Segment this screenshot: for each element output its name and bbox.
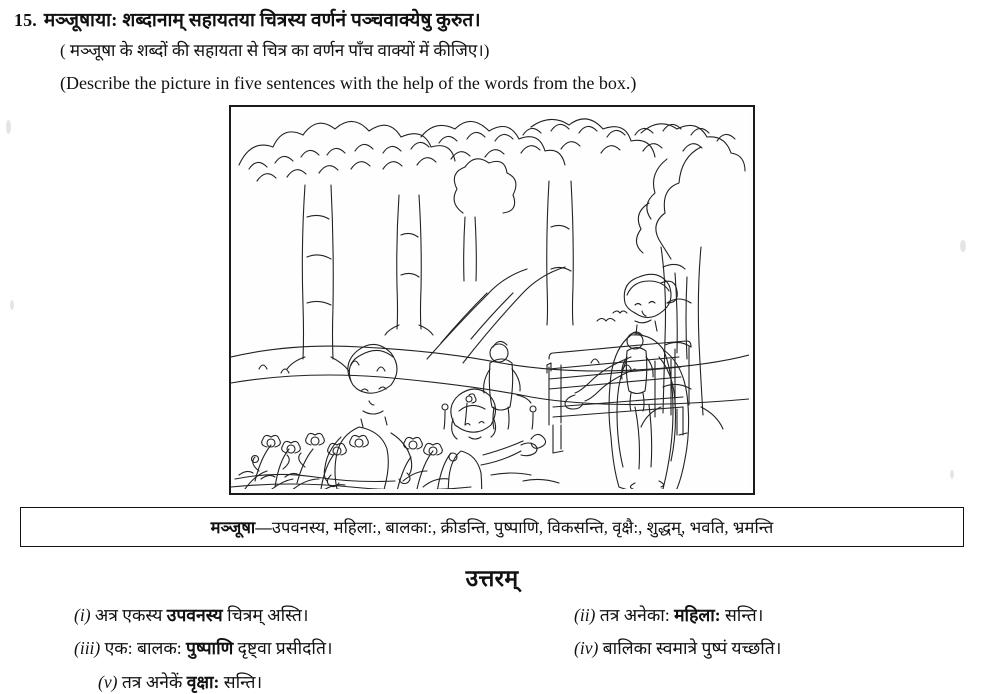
manjusha-words: उपवनस्य, महिला:, बालका:, क्रीडन्ति, पुष्पाणि, विकसन्ति, वृक्षै:, शुद्धम्, भवति, भ्रमन्ति: [271, 518, 774, 538]
scan-speckle: [950, 470, 954, 479]
question-block: [14, 8, 970, 95]
scan-speckle: [10, 300, 14, 310]
answer-roman-numeral: (i): [74, 604, 91, 625]
picture-wrap: [14, 105, 970, 495]
manjusha-label: मञ्जूषा—: [210, 518, 272, 538]
question-hindi-text: ( मञ्जूषा के शब्दों की सहायता से चित्र का वर्णन पाँच वाक्यों में कीजिए।): [60, 40, 490, 60]
scan-speckle: [960, 240, 966, 252]
answer-item-5: [74, 670, 574, 694]
manjusha-content: [211, 515, 774, 538]
answer-text-before: तत्र अनेकें: [121, 671, 187, 692]
answer-list: [14, 603, 970, 694]
answer-heading: उत्तरम्: [465, 565, 519, 591]
question-number: 15.: [14, 10, 37, 30]
answer-text-before: अत्र एकस्य: [94, 604, 167, 625]
answer-roman-numeral: (iii): [74, 638, 101, 659]
answer-text-before: एक: बालक:: [104, 638, 187, 659]
scan-speckle: [6, 120, 11, 134]
answer-roman-numeral: (iv): [574, 638, 599, 659]
park-scene-illustration: [229, 105, 755, 495]
answer-text-after: सन्ति।: [219, 671, 263, 692]
answer-text-after: सन्ति।: [720, 604, 764, 625]
manjusha-word-box: [20, 507, 964, 547]
answer-item-1: [74, 603, 574, 628]
answer-text-before: बालिका स्वमात्रे पुष्पं यच्छति।: [602, 638, 782, 659]
answer-text-after: चित्रम् अस्ति।: [222, 604, 309, 625]
answer-roman-numeral: (ii): [574, 604, 596, 625]
answer-item-3: [74, 636, 574, 661]
question-english-text: (Describe the picture in five sentences with the help of the words from the box.): [60, 72, 637, 93]
question-sanskrit-line: [14, 8, 970, 34]
answer-text-before: तत्र अनेका:: [599, 604, 675, 625]
answer-item-4: [574, 636, 970, 661]
answer-keyword: पुष्पाणि: [186, 638, 234, 659]
answer-roman-numeral: (v): [98, 671, 118, 692]
question-sanskrit-text: मञ्जूषाया: शब्दानाम् सहायतया चित्रस्य वर्णनं पञ्चवाक्येषु कुरुत।: [43, 10, 481, 31]
answer-item-2: [574, 603, 970, 628]
answer-keyword: उपवनस्य: [166, 604, 223, 625]
answer-text-after: दृष्ट्वा प्रसीदति।: [233, 638, 333, 659]
answer-keyword: वृक्षा:: [186, 671, 220, 692]
answer-keyword: महिला:: [674, 604, 721, 625]
